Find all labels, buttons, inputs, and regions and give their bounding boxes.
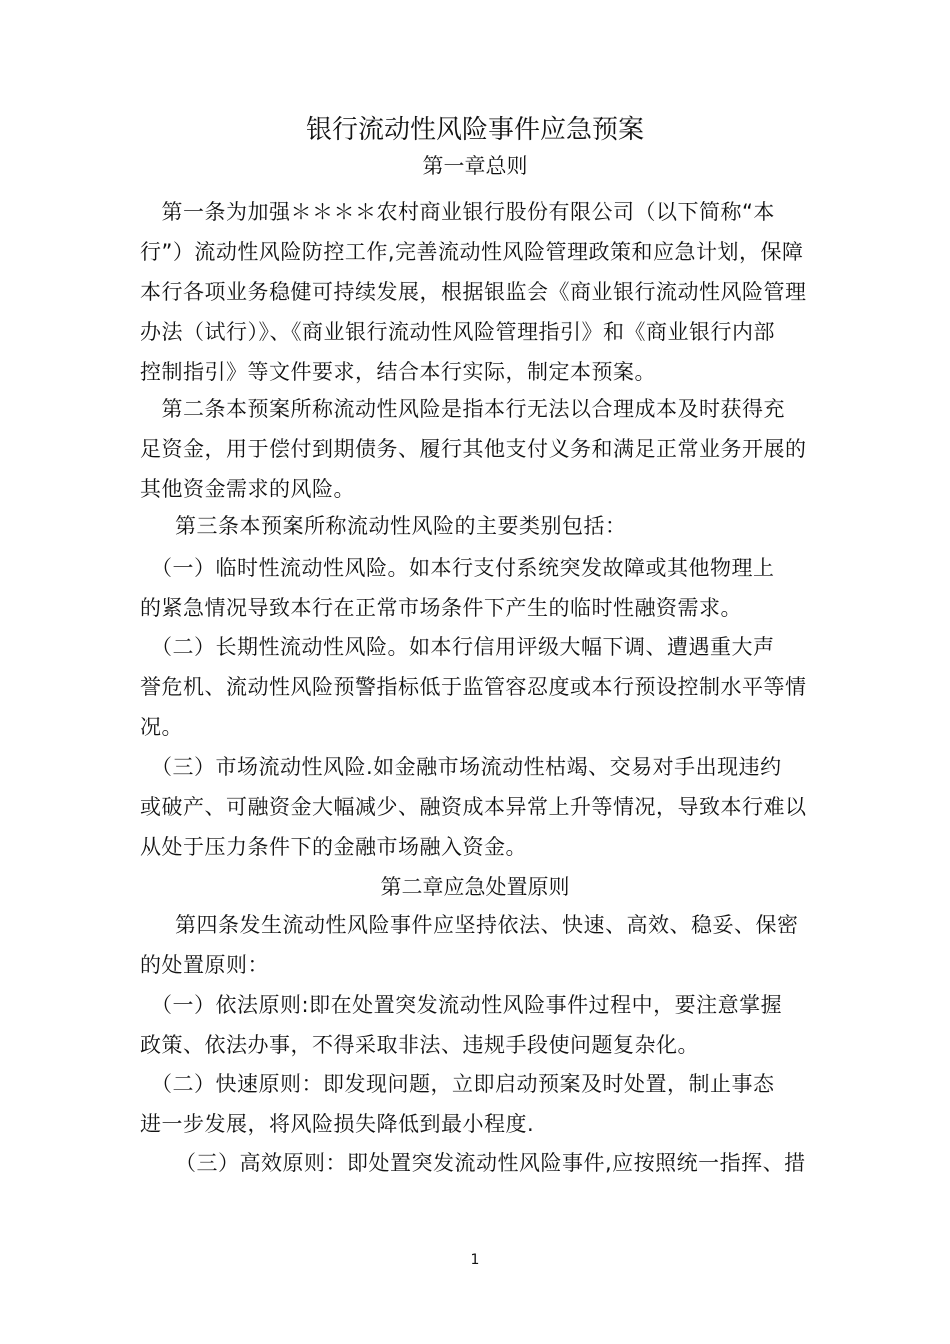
article-3-item-3 bbox=[140, 747, 815, 867]
text-line: 第四条发生流动性风险事件应坚持依法、快速、高效、稳妥、保密 bbox=[175, 913, 799, 937]
text-line: 第二条本预案所称流动性风险是指本行无法以合理成本及时获得充 bbox=[140, 397, 785, 421]
article-3-item-2 bbox=[140, 627, 815, 747]
text-line: 政策、依法办事，不得采取非法、违规手段使问题复杂化。 bbox=[140, 1033, 699, 1057]
text-line: （二）长期性流动性风险。如本行信用评级大幅下调、遭遇重大声 bbox=[140, 635, 775, 659]
text-line: 其他资金需求的风险。 bbox=[140, 477, 355, 501]
text-line: 足资金，用于偿付到期债务、履行其他支付义务和满足正常业务开展的 bbox=[140, 437, 807, 461]
text-line: 况。 bbox=[140, 715, 183, 739]
text-line: （二）快速原则：即发现问题，立即启动预案及时处置，制止事态 bbox=[140, 1072, 775, 1096]
text-line: （一）临时性流动性风险。如本行支付系统突发故障或其他物理上 bbox=[140, 556, 775, 580]
article-1 bbox=[140, 192, 815, 392]
article-3 bbox=[175, 506, 850, 546]
text-line: 行”）流动性风险防控工作,完善流动性风险管理政策和应急计划，保障 bbox=[140, 240, 804, 264]
text-line: 从处于压力条件下的金融市场融入资金。 bbox=[140, 835, 527, 859]
text-line: 本行各项业务稳健可持续发展，根据银监会《商业银行流动性风险管理 bbox=[140, 280, 807, 304]
article-4-item-3 bbox=[175, 1143, 850, 1183]
article-4 bbox=[140, 905, 850, 985]
article-4-item-1 bbox=[140, 985, 815, 1065]
chapter-heading-2: 第二章应急处置原则 bbox=[380, 875, 570, 899]
text-line: 第一条为加强＊＊＊＊农村商业银行股份有限公司（以下简称“本 bbox=[140, 200, 775, 224]
text-line: （三）高效原则：即处置突发流动性风险事件,应按照统一指挥、措 bbox=[175, 1151, 806, 1175]
text-line: 办法（试行）》、《商业银行流动性风险管理指引》和《商业银行内部 bbox=[140, 320, 775, 344]
article-4-item-2 bbox=[140, 1064, 815, 1144]
document-title: 银行流动性风险事件应急预案 bbox=[305, 115, 644, 145]
text-line: 或破产、可融资金大幅减少、融资成本异常上升等情况，导致本行难以 bbox=[140, 795, 807, 819]
chapter-heading-1: 第一章总则 bbox=[422, 154, 528, 178]
text-line: （三）市场流动性风险.如金融市场流动性枯竭、交易对手出现违约 bbox=[140, 755, 782, 779]
text-line: 进一步发展，将风险损失降低到最小程度. bbox=[140, 1112, 535, 1136]
text-line: （一）依法原则:即在处置突发流动性风险事件过程中，要注意掌握 bbox=[140, 993, 783, 1017]
text-line: 控制指引》等文件要求，结合本行实际，制定本预案。 bbox=[140, 360, 656, 384]
page-number: 1 bbox=[470, 1252, 480, 1268]
article-3-item-1 bbox=[140, 548, 815, 628]
article-2 bbox=[140, 389, 815, 509]
text-line: 的处置原则： bbox=[140, 953, 269, 977]
text-line: 誉危机、流动性风险预警指标低于监管容忍度或本行预设控制水平等情 bbox=[140, 675, 807, 699]
text-line: 的紧急情况导致本行在正常市场条件下产生的临时性融资需求。 bbox=[140, 596, 742, 620]
text-line: 第三条本预案所称流动性风险的主要类别包括： bbox=[175, 514, 627, 538]
